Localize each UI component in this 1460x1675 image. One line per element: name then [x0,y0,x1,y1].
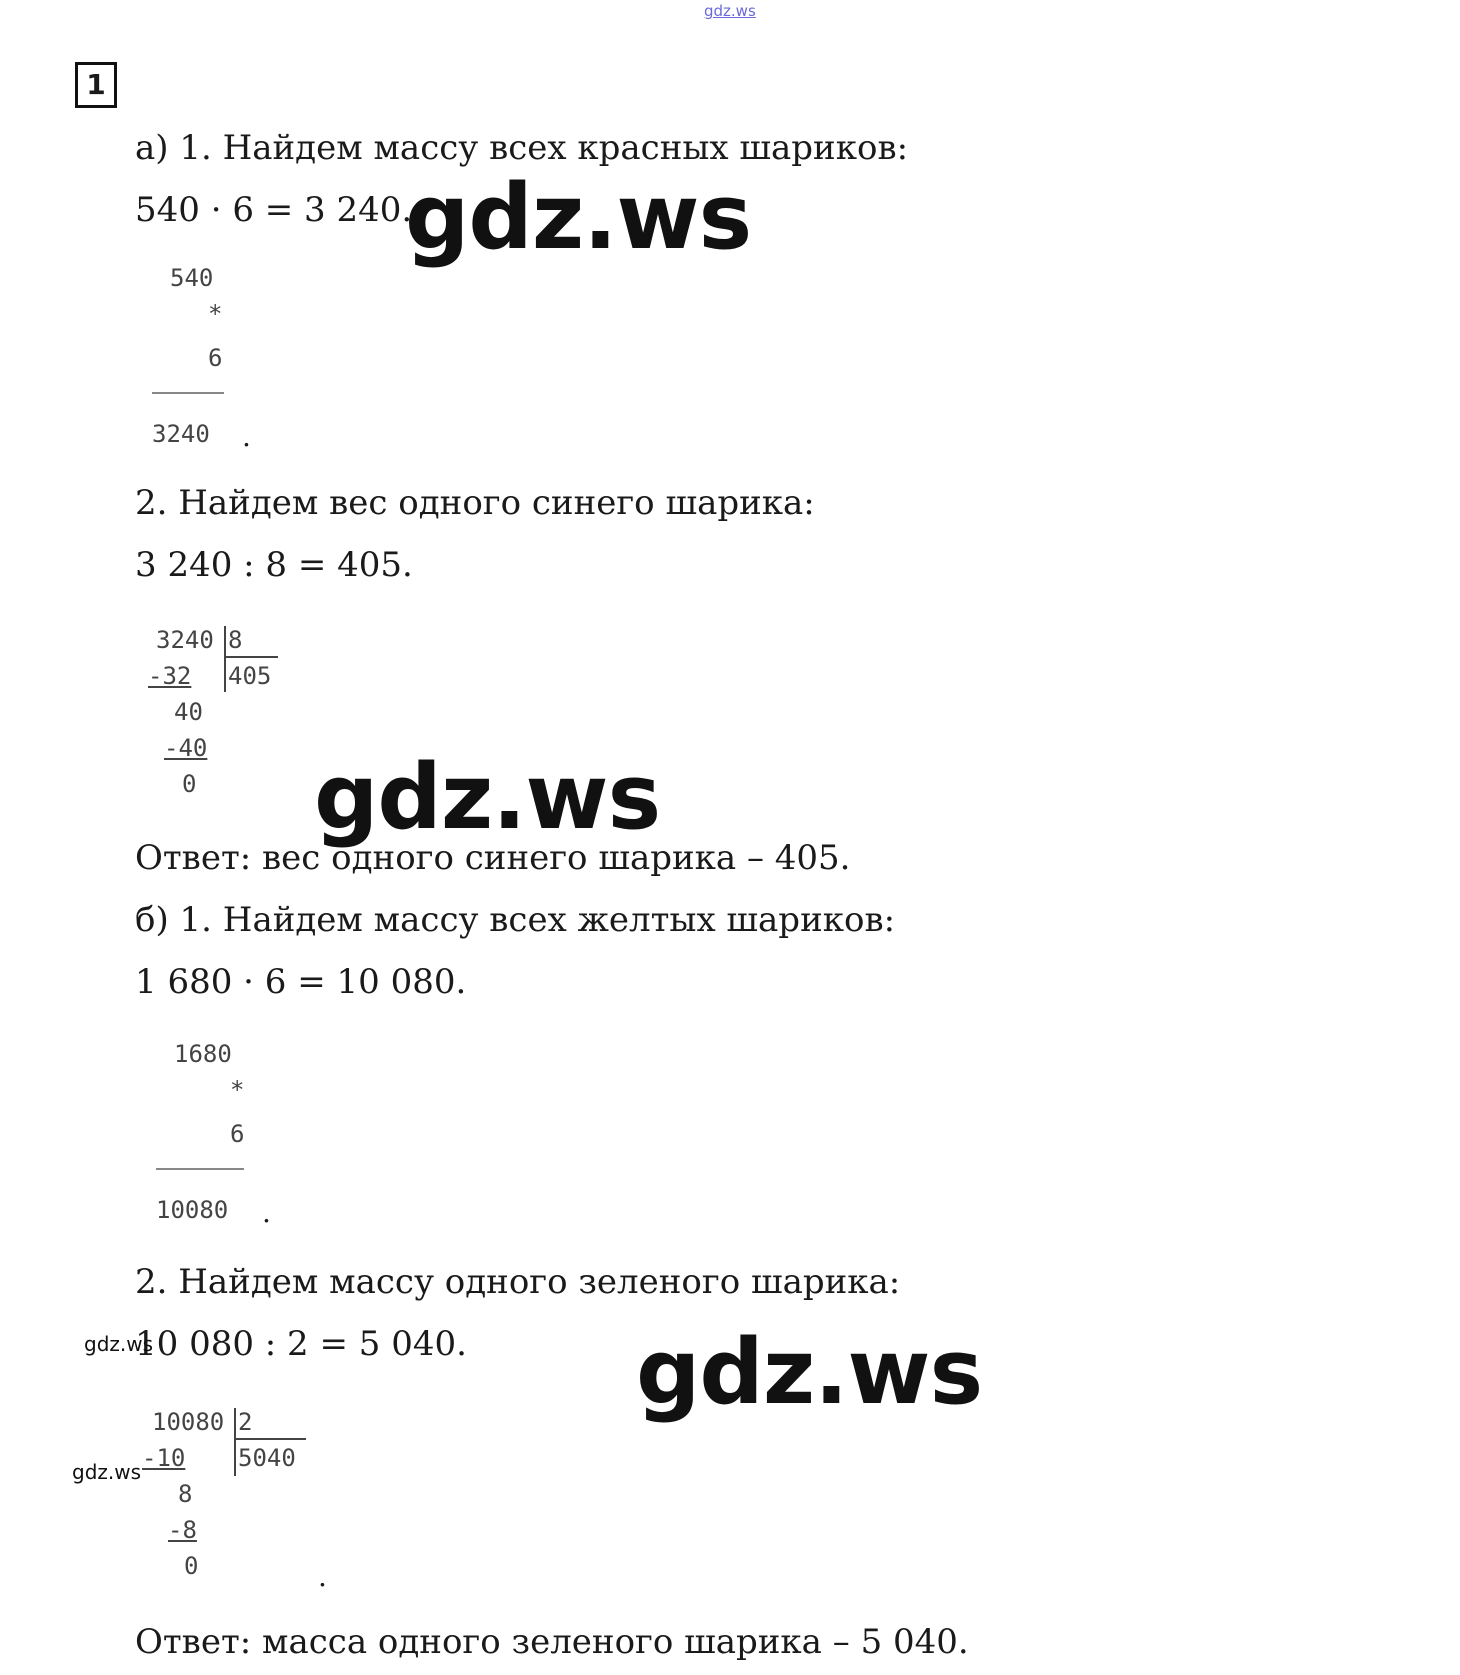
part-b-answer: Ответ: масса одного зеленого шарика – 5 040. [135,1622,969,1662]
div-a-row: -40 [164,734,208,762]
div-b-row: -10 [142,1444,186,1472]
top-watermark: gdz.ws [704,2,756,20]
mult-b-top: 1680 [174,1040,232,1068]
div-b-row: -8 [168,1516,197,1544]
mult-a-operator: * [208,300,223,328]
div-a-row: 0 [182,770,197,798]
part-a-step1-expression: 540 · 6 = 3 240. [135,190,413,230]
div-b-dividend: 10080 [152,1408,225,1436]
mult-a-factor: 6 [208,344,223,372]
watermark-large-3: gdz.ws [636,1320,983,1425]
div-b-vertical-line [234,1408,236,1476]
mult-b-dot: . [262,1196,271,1229]
watermark-small-2: gdz.ws [72,1460,142,1484]
part-a-step1-title: а) 1. Найдем массу всех красных шариков: [135,128,909,168]
mult-a-line [152,392,224,394]
watermark-large-2: gdz.ws [314,745,661,850]
part-a-step2-expression: 3 240 : 8 = 405. [135,545,413,585]
mult-b-line [156,1168,244,1170]
part-b-step1-expression: 1 680 · 6 = 10 080. [135,962,467,1002]
mult-b-operator: * [230,1076,245,1104]
div-a-dividend: 3240 [156,626,214,654]
part-a-step2-title: 2. Найдем вес одного синего шарика: [135,483,815,523]
part-b-step2-title: 2. Найдем массу одного зеленого шарика: [135,1262,901,1302]
div-b-dot: . [318,1560,327,1593]
div-b-horizontal-line [236,1438,306,1440]
div-a-divisor: 8 [228,626,243,654]
watermark-small-1: gdz.ws [84,1332,154,1356]
div-b-quotient: 5040 [238,1444,296,1472]
task-number-box: 1 [75,62,117,108]
mult-a-top: 540 [170,264,214,292]
part-b-step1-title: б) 1. Найдем массу всех желтых шариков: [135,900,896,940]
div-b-divisor: 2 [238,1408,253,1436]
part-b-step2-expression: 10 080 : 2 = 5 040. [135,1324,467,1364]
part-a-answer: Ответ: вес одного синего шарика – 405. [135,838,851,878]
mult-b-factor: 6 [230,1120,245,1148]
mult-a-result: 3240 [152,420,210,448]
div-a-horizontal-line [226,656,278,658]
div-a-vertical-line [224,626,226,692]
div-a-quotient: 405 [228,662,272,690]
div-b-row: 8 [178,1480,193,1508]
watermark-large-1: gdz.ws [405,165,752,270]
mult-b-result: 10080 [156,1196,229,1224]
mult-a-dot: . [242,420,251,453]
div-b-row: 0 [184,1552,199,1580]
div-a-row: -32 [148,662,192,690]
div-a-row: 40 [174,698,203,726]
